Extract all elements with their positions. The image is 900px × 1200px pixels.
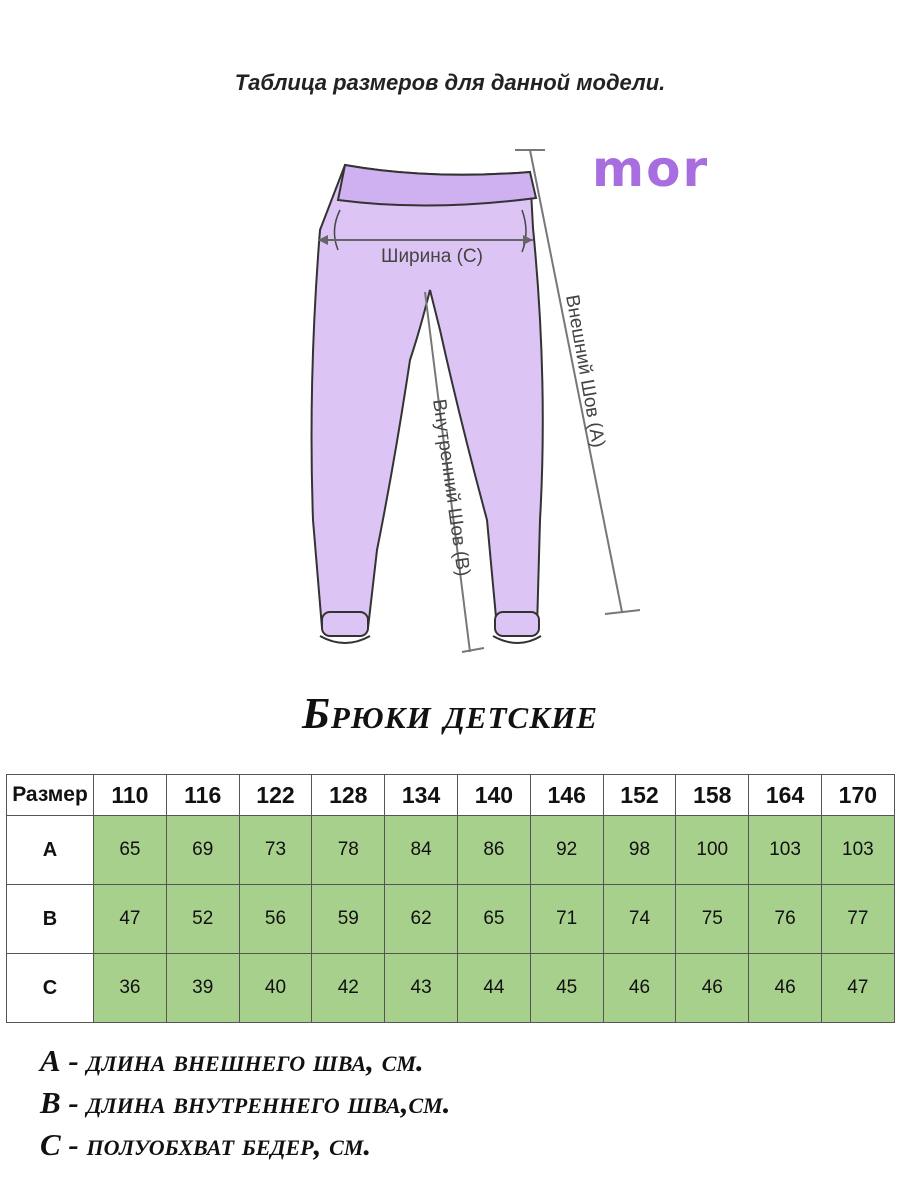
size-table	[6, 774, 895, 1023]
table-cell: 103	[821, 816, 894, 885]
table-cell: 77	[821, 885, 894, 954]
size-header-row	[7, 775, 895, 816]
table-cell: 44	[457, 954, 530, 1023]
pants-shape	[312, 165, 543, 628]
brand-logo: mor	[592, 140, 710, 198]
width-label: Ширина (С)	[381, 246, 483, 267]
table-cell: 65	[457, 885, 530, 954]
table-cell: 84	[385, 816, 458, 885]
table-cell: 52	[166, 885, 239, 954]
table-cell: 40	[239, 954, 312, 1023]
table-cell: 76	[749, 885, 822, 954]
size-column-header: 122	[239, 775, 312, 816]
legend	[40, 1040, 450, 1166]
table-cell: 47	[94, 885, 167, 954]
size-column-header: 140	[457, 775, 530, 816]
table-row	[7, 885, 895, 954]
row-label: B	[7, 885, 94, 954]
table-cell: 62	[385, 885, 458, 954]
table-cell: 100	[676, 816, 749, 885]
row-label: A	[7, 816, 94, 885]
legend-item-a: А - длина внешнего шва, см.	[40, 1043, 424, 1078]
product-title: Брюки детские	[301, 689, 599, 738]
table-cell: 39	[166, 954, 239, 1023]
size-column-header: 164	[749, 775, 822, 816]
size-column-header: 152	[603, 775, 676, 816]
table-cell: 92	[530, 816, 603, 885]
table-cell: 69	[166, 816, 239, 885]
table-cell: 46	[676, 954, 749, 1023]
table-cell: 98	[603, 816, 676, 885]
table-row	[7, 816, 895, 885]
table-row	[7, 954, 895, 1023]
inner-seam-label: Внутренний Шов (В)	[428, 397, 474, 578]
size-column-header: 158	[676, 775, 749, 816]
size-column-header: 146	[530, 775, 603, 816]
table-cell: 45	[530, 954, 603, 1023]
table-cell: 56	[239, 885, 312, 954]
table-cell: 75	[676, 885, 749, 954]
table-cell: 71	[530, 885, 603, 954]
legend-item-b: В - длина внутреннего шва,см.	[40, 1085, 451, 1120]
table-cell: 46	[603, 954, 676, 1023]
size-column-header: 116	[166, 775, 239, 816]
outer-seam-label: Внешний Шов (А)	[561, 293, 609, 450]
table-cell: 65	[94, 816, 167, 885]
table-cell: 42	[312, 954, 385, 1023]
page-caption: Таблица размеров для данной модели.	[234, 70, 666, 95]
table-cell: 59	[312, 885, 385, 954]
table-cell: 36	[94, 954, 167, 1023]
table-cell: 74	[603, 885, 676, 954]
row-label: C	[7, 954, 94, 1023]
table-cell: 73	[239, 816, 312, 885]
table-cell: 47	[821, 954, 894, 1023]
size-column-header: 128	[312, 775, 385, 816]
size-column-header: 170	[821, 775, 894, 816]
table-cell: 43	[385, 954, 458, 1023]
table-cell: 46	[749, 954, 822, 1023]
table-cell: 86	[457, 816, 530, 885]
table-cell: 78	[312, 816, 385, 885]
waistband	[338, 165, 536, 206]
size-column-header: 134	[385, 775, 458, 816]
size-header-label: Размер	[7, 775, 94, 816]
table-cell: 103	[749, 816, 822, 885]
legend-item-c: С - полуобхват бедер, см.	[40, 1127, 372, 1162]
size-column-header: 110	[94, 775, 167, 816]
